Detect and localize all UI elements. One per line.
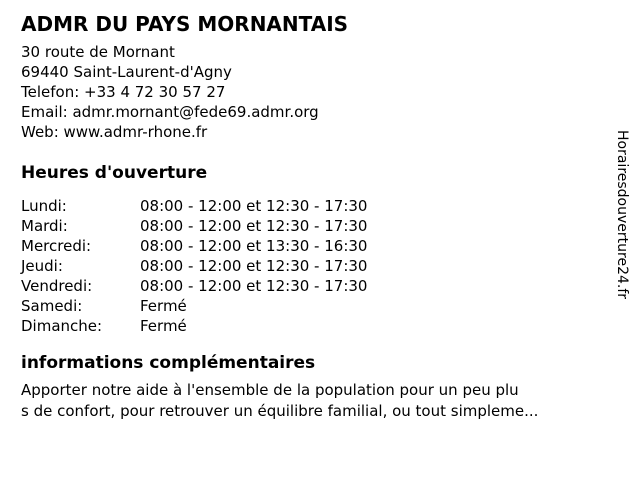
day-times: Fermé [140, 317, 187, 335]
additional-info-heading: informations complémentaires [21, 353, 316, 373]
day-label: Mercredi: [21, 237, 92, 255]
web-line: Web: www.admr-rhone.fr [21, 123, 208, 141]
opening-hours-heading: Heures d'ouverture [21, 163, 208, 183]
hours-row-thursday [21, 256, 610, 276]
hours-row-monday [21, 196, 610, 216]
day-times: 08:00 - 12:00 et 13:30 - 16:30 [140, 237, 368, 255]
day-times: Fermé [140, 297, 187, 315]
day-label: Mardi: [21, 217, 68, 235]
day-times: 08:00 - 12:00 et 12:30 - 17:30 [140, 217, 368, 235]
hours-row-friday [21, 276, 610, 296]
description-line-2: s de confort, pour retrouver un équilibre familial, ou tout simpleme... [21, 402, 539, 420]
email-line: Email: admr.mornant@fede69.admr.org [21, 103, 319, 121]
day-times: 08:00 - 12:00 et 12:30 - 17:30 [140, 277, 368, 295]
address-line-1: 30 route de Mornant [21, 43, 175, 61]
day-label: Samedi: [21, 297, 83, 315]
day-label: Lundi: [21, 197, 67, 215]
day-label: Vendredi: [21, 277, 93, 295]
hours-row-saturday [21, 296, 610, 316]
address-line-2: 69440 Saint-Laurent-d'Agny [21, 63, 232, 81]
site-watermark: Horairesdouverture24.fr [614, 130, 630, 300]
hours-row-tuesday [21, 216, 610, 236]
day-times: 08:00 - 12:00 et 12:30 - 17:30 [140, 197, 368, 215]
description-text [21, 380, 610, 422]
page-title: ADMR DU PAYS MORNANTAIS [21, 12, 349, 36]
day-label: Jeudi: [21, 257, 63, 275]
phone-line: Telefon: +33 4 72 30 57 27 [21, 83, 226, 101]
contact-block [21, 42, 610, 142]
day-label: Dimanche: [21, 317, 103, 335]
hours-row-wednesday [21, 236, 610, 256]
hours-row-sunday [21, 316, 610, 336]
description-line-1: Apporter notre aide à l'ensemble de la population pour un peu plu [21, 381, 519, 399]
day-times: 08:00 - 12:00 et 12:30 - 17:30 [140, 257, 368, 275]
opening-hours-table [21, 196, 610, 336]
